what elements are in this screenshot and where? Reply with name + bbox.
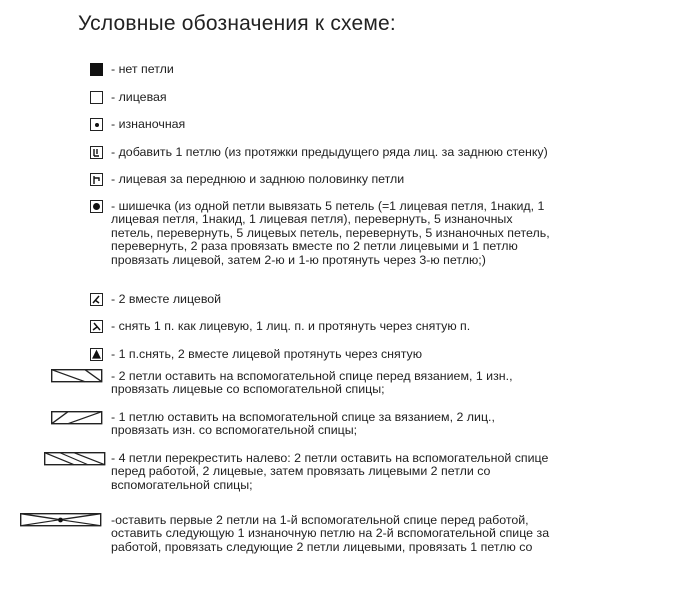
legend-text: - изнаночная [111, 117, 186, 131]
cross-left-4-icon [44, 452, 106, 466]
sk2po-icon [90, 348, 103, 361]
legend-text: - 2 вместе лицевой [111, 292, 222, 306]
legend-text: - 2 петли оставить на вспомогательной спице перед вязанием, 1 изн., провязать лицевые со вспомогательной спицы; [111, 369, 513, 397]
purl-icon [90, 118, 103, 131]
skpo-icon [90, 320, 103, 333]
legend-text: - 4 петли перекрестить налево: 2 петли оставить на вспомогательной спице перед работой, 2 лицевые, затем провязать лицевыми 2 петли со вспомогательной спицы; [111, 451, 549, 492]
cross-right-2-1-icon [51, 369, 103, 383]
legend-text: - лицевая [111, 90, 167, 104]
legend-text: - нет петли [111, 62, 174, 76]
cross-5-center-purl-icon [20, 513, 102, 527]
make-one-icon [90, 146, 103, 159]
bobble-icon [90, 200, 103, 213]
knit-icon [90, 91, 103, 104]
legend-text: - шишечка (из одной петли вывязать 5 петель (=1 лицевая петля, 1накид, 1 лицевая петля, 1накид, 1 лицевая петля), перевернуть, 5 изнаночных петель, перевернуть, 5 лицевых петель, перевернуть, 5 изнаночных петель, перевернуть, 2 раза провязать вместе по 2 петли лицевыми и 1 петлю провязать лицевой, затем 2-ю и 1-ю протянуть через 3-ю петлю;) [111, 199, 550, 267]
legend-text: - добавить 1 петлю (из протяжки предыдущего ряда лиц. за заднюю стенку) [111, 145, 548, 159]
legend-text: - 1 п.снять, 2 вместе лицевой протянуть через снятую [111, 347, 423, 361]
legend-text: - снять 1 п. как лицевую, 1 лиц. п. и протянуть через снятую п. [111, 319, 471, 333]
legend-text: -оставить первые 2 петли на 1-й вспомогательной спице перед работой, оставить следующую 1 изнаночную петлю на 2-й вспомогательной спице за работой, провязать следующие 2 петли лицевыми, провязать 1 петлю со [111, 513, 550, 554]
legend-text: - лицевая за переднюю и заднюю половинку петли [111, 172, 405, 186]
page-title: Условные обозначения к схеме: [78, 12, 396, 35]
legend-text: - 1 петлю оставить на вспомогательной спице за вязанием, 2 лиц., провязать изн. со вспомогательной спицы; [111, 410, 495, 438]
no-stitch-icon [90, 63, 103, 76]
knit-front-back-icon [90, 173, 103, 186]
k2tog-icon [90, 293, 103, 306]
cross-left-1-2-icon [51, 411, 103, 425]
